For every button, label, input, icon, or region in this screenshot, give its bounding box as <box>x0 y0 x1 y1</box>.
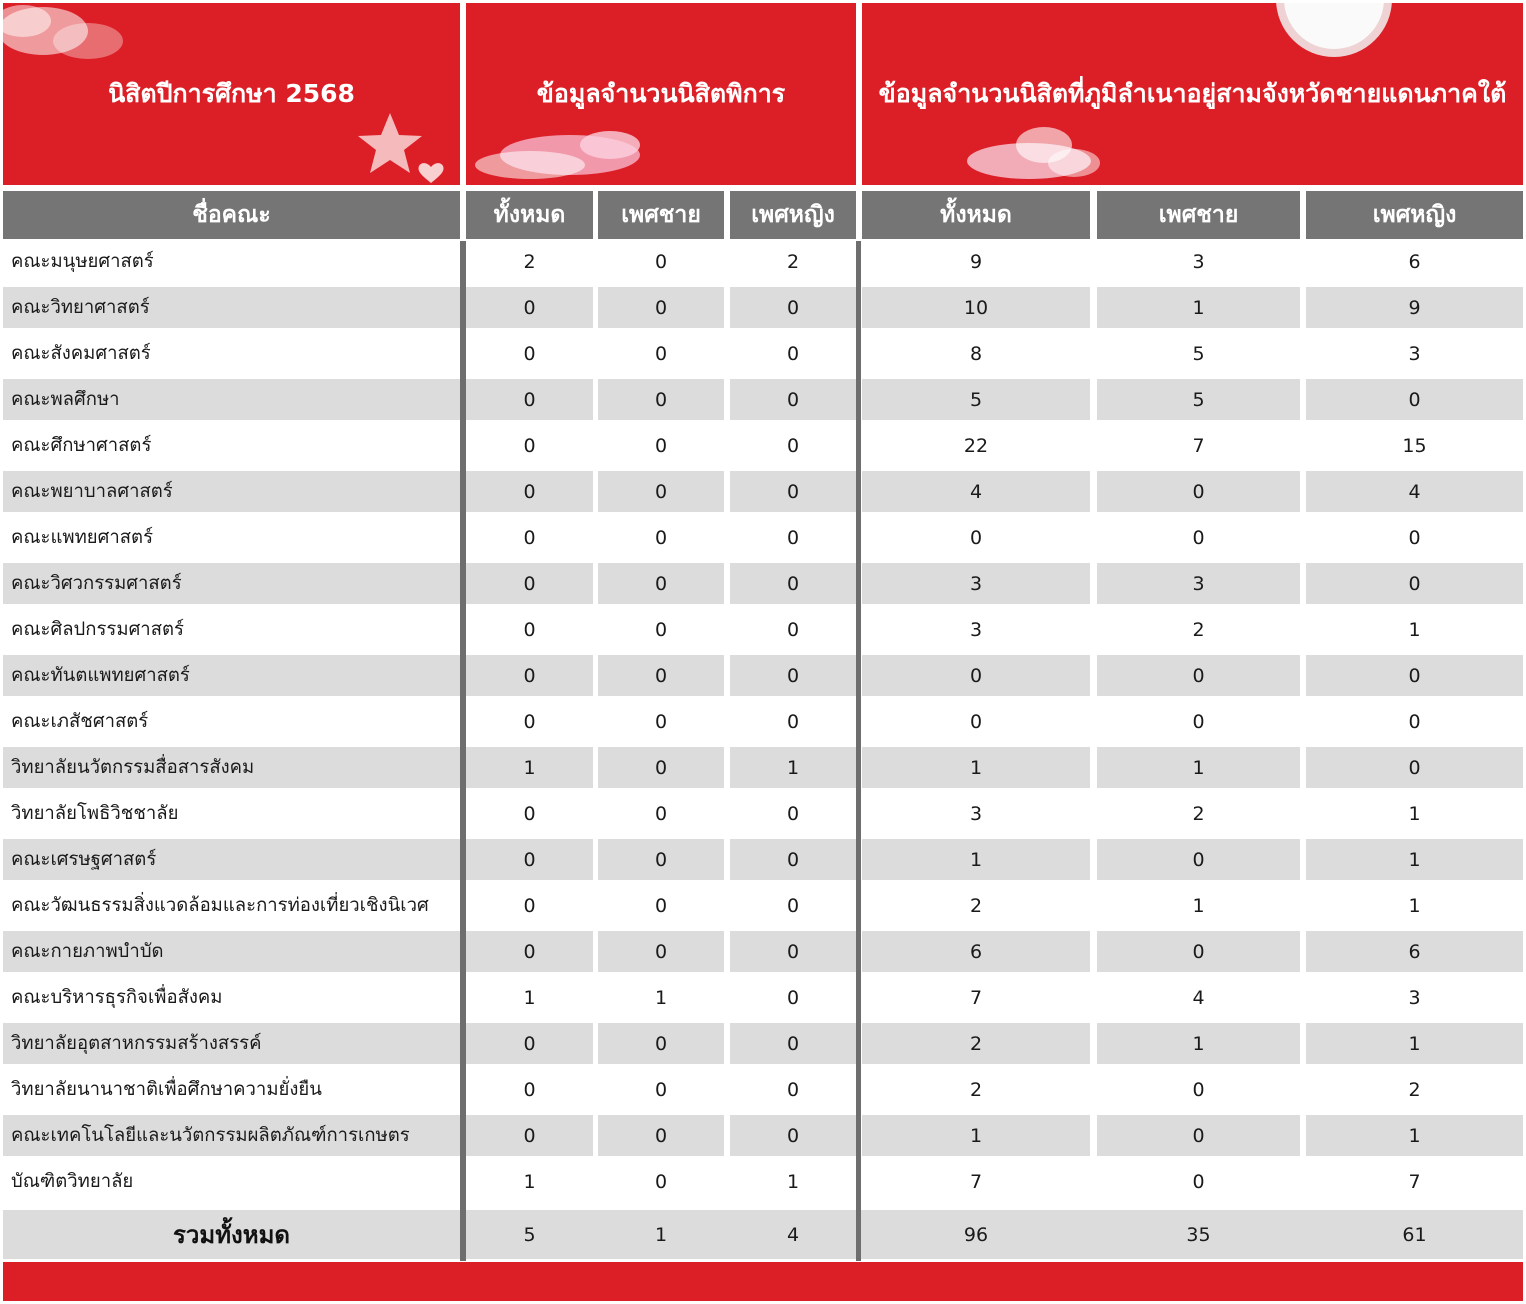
disabled-total-cell: 0 <box>523 342 536 365</box>
faculty-name: คณะศึกษาศาสตร์ <box>11 435 152 456</box>
disabled-male-cell: 0 <box>654 342 668 365</box>
disabled-total-cell: 0 <box>466 563 593 604</box>
header-southern <box>862 3 1523 185</box>
faculty-name: คณะเภสัชศาสตร์ <box>11 711 149 732</box>
totals-southern-total: 96 <box>963 1223 989 1246</box>
southern-male-cell: 2 <box>1192 802 1205 825</box>
southern-female-cell: 0 <box>1408 710 1421 733</box>
faculty-name: คณะศิลปกรรมศาสตร์ <box>11 619 184 640</box>
southern-male-cell: 1 <box>1097 747 1300 788</box>
southern-total-cell: 6 <box>862 931 1090 972</box>
header-year <box>3 3 460 185</box>
disabled-male-cell: 0 <box>598 379 724 420</box>
southern-total-cell: 22 <box>963 434 989 457</box>
faculty-name: คณะวิทยาศาสตร์ <box>3 287 460 328</box>
disabled-total-cell: 0 <box>523 434 536 457</box>
southern-female-cell: 1 <box>1408 802 1421 825</box>
disabled-female-cell: 0 <box>786 1078 800 1101</box>
col-faculty-header: ชื่อคณะ <box>3 191 460 239</box>
southern-female-cell: 1 <box>1306 1115 1523 1156</box>
southern-female-cell: 1 <box>1408 894 1421 917</box>
disabled-male-cell: 0 <box>654 1078 668 1101</box>
disabled-total-cell: 0 <box>466 471 593 512</box>
disabled-female-cell: 0 <box>786 526 800 549</box>
southern-female-cell: 4 <box>1306 471 1523 512</box>
totals-label: รวมทั้งหมด <box>173 1221 290 1249</box>
southern-male-cell: 1 <box>1097 287 1300 328</box>
cloud-icon <box>3 3 133 73</box>
disabled-female-cell: 0 <box>786 986 800 1009</box>
southern-total-cell: 1 <box>862 1115 1090 1156</box>
disabled-male-cell: 0 <box>598 1115 724 1156</box>
faculty-name: คณะมนุษยศาสตร์ <box>11 251 154 272</box>
disabled-total-cell: 0 <box>466 839 593 880</box>
faculty-name: บัณฑิตวิทยาลัย <box>11 1171 134 1192</box>
southern-female-cell: 1 <box>1306 1023 1523 1064</box>
disabled-total-cell: 1 <box>523 1170 536 1193</box>
southern-total-cell: 1 <box>862 839 1090 880</box>
disabled-female-cell: 0 <box>730 287 856 328</box>
faculty-name: คณะวัฒนธรรมสิ่งแวดล้อมและการท่องเที่ยวเชิงนิเวศ <box>11 895 429 916</box>
disabled-female-cell: 0 <box>786 710 800 733</box>
disabled-total-cell: 0 <box>523 1078 536 1101</box>
disabled-female-cell: 0 <box>730 1023 856 1064</box>
southern-female-cell: 9 <box>1306 287 1523 328</box>
disabled-female-cell: 0 <box>730 563 856 604</box>
disabled-total-cell: 0 <box>523 894 536 917</box>
disabled-total-cell: 0 <box>466 655 593 696</box>
southern-male-cell: 0 <box>1192 710 1205 733</box>
southern-total-cell: 3 <box>969 618 983 641</box>
col-southern-male-header: เพศชาย <box>1097 191 1300 239</box>
disabled-total-cell: 0 <box>466 287 593 328</box>
disabled-male-cell: 0 <box>654 526 668 549</box>
southern-male-cell: 7 <box>1192 434 1205 457</box>
southern-total-cell: 2 <box>969 1078 983 1101</box>
southern-male-cell: 0 <box>1192 1078 1205 1101</box>
faculty-name: วิทยาลัยโพธิวิชชาลัย <box>11 803 179 824</box>
southern-female-cell: 3 <box>1408 342 1421 365</box>
disabled-male-cell: 0 <box>598 471 724 512</box>
disabled-total-cell: 0 <box>523 710 536 733</box>
southern-total-cell: 9 <box>969 250 983 273</box>
disabled-male-cell: 0 <box>598 287 724 328</box>
totals-southern-male: 35 <box>1186 1223 1211 1246</box>
col-disabled-female-header: เพศหญิง <box>730 191 856 239</box>
totals-disabled-male: 1 <box>654 1223 668 1246</box>
southern-total-cell: 10 <box>862 287 1090 328</box>
southern-female-cell: 1 <box>1408 618 1421 641</box>
southern-female-cell: 0 <box>1306 747 1523 788</box>
disabled-female-cell: 2 <box>786 250 800 273</box>
disabled-male-cell: 0 <box>598 1023 724 1064</box>
southern-female-cell: 3 <box>1408 986 1421 1009</box>
southern-male-cell: 2 <box>1192 618 1205 641</box>
disabled-total-cell: 1 <box>466 747 593 788</box>
disabled-male-cell: 0 <box>598 839 724 880</box>
disabled-male-cell: 0 <box>654 802 668 825</box>
southern-total-cell: 3 <box>969 802 983 825</box>
disabled-total-cell: 2 <box>523 250 536 273</box>
southern-male-cell: 4 <box>1192 986 1205 1009</box>
southern-female-cell: 15 <box>1402 434 1427 457</box>
southern-total-cell: 4 <box>862 471 1090 512</box>
southern-total-cell: 2 <box>862 1023 1090 1064</box>
southern-total-cell: 1 <box>862 747 1090 788</box>
southern-male-cell: 0 <box>1097 471 1300 512</box>
southern-female-cell: 0 <box>1306 655 1523 696</box>
header-southern-title: ข้อมูลจำนวนนิสิตที่ภูมิลำเนาอยู่สามจังหวัดชายแดนภาคใต้ <box>878 79 1507 108</box>
disabled-male-cell: 0 <box>598 747 724 788</box>
faculty-name: คณะเศรษฐศาสตร์ <box>3 839 460 880</box>
section-divider <box>460 241 466 1261</box>
cloud-icon <box>470 121 645 185</box>
southern-female-cell: 6 <box>1306 931 1523 972</box>
disabled-male-cell: 0 <box>654 434 668 457</box>
faculty-name: คณะแพทยศาสตร์ <box>11 527 154 548</box>
southern-total-cell: 3 <box>862 563 1090 604</box>
southern-male-cell: 1 <box>1097 1023 1300 1064</box>
southern-male-cell: 3 <box>1192 250 1205 273</box>
southern-female-cell: 1 <box>1306 839 1523 880</box>
faculty-name: คณะพลศึกษา <box>3 379 460 420</box>
disabled-female-cell: 1 <box>730 747 856 788</box>
disabled-total-cell: 0 <box>466 1115 593 1156</box>
col-southern-total-header: ทั้งหมด <box>862 191 1090 239</box>
southern-total-cell: 0 <box>969 526 983 549</box>
totals-disabled-total: 5 <box>523 1223 536 1246</box>
southern-male-cell: 0 <box>1192 1170 1205 1193</box>
southern-male-cell: 0 <box>1097 931 1300 972</box>
disabled-total-cell: 0 <box>466 379 593 420</box>
southern-female-cell: 0 <box>1306 563 1523 604</box>
southern-female-cell: 6 <box>1408 250 1421 273</box>
southern-total-cell: 0 <box>969 710 983 733</box>
southern-total-cell: 7 <box>969 1170 983 1193</box>
col-disabled-male-header: เพศชาย <box>598 191 724 239</box>
disabled-male-cell: 0 <box>598 563 724 604</box>
faculty-name: คณะสังคมศาสตร์ <box>11 343 151 364</box>
disabled-total-cell: 1 <box>523 986 536 1009</box>
totals-southern-female: 61 <box>1402 1223 1427 1246</box>
southern-male-cell: 0 <box>1192 526 1205 549</box>
header-year-title: นิสิตปีการศึกษา 2568 <box>108 79 355 108</box>
heart-icon <box>415 161 447 185</box>
disabled-female-cell: 0 <box>786 894 800 917</box>
header-disabled <box>466 3 856 185</box>
southern-female-cell: 7 <box>1408 1170 1421 1193</box>
disabled-female-cell: 0 <box>730 931 856 972</box>
faculty-name: คณะพยาบาลศาสตร์ <box>3 471 460 512</box>
disabled-male-cell: 0 <box>654 1170 668 1193</box>
moon-icon <box>1274 3 1394 59</box>
southern-total-cell: 5 <box>862 379 1090 420</box>
col-southern-female-header: เพศหญิง <box>1306 191 1523 239</box>
faculty-name: คณะกายภาพบำบัด <box>3 931 460 972</box>
southern-male-cell: 3 <box>1097 563 1300 604</box>
disabled-female-cell: 0 <box>730 471 856 512</box>
southern-total-cell: 8 <box>969 342 983 365</box>
disabled-male-cell: 0 <box>654 894 668 917</box>
southern-male-cell: 1 <box>1192 894 1205 917</box>
southern-male-cell: 5 <box>1097 379 1300 420</box>
southern-male-cell: 0 <box>1097 839 1300 880</box>
southern-total-cell: 0 <box>862 655 1090 696</box>
southern-male-cell: 0 <box>1097 655 1300 696</box>
faculty-name: คณะเทคโนโลยีและนวัตกรรมผลิตภัณฑ์การเกษตร <box>3 1115 460 1156</box>
disabled-female-cell: 0 <box>730 1115 856 1156</box>
faculty-name: วิทยาลัยนวัตกรรมสื่อสารสังคม <box>3 747 460 788</box>
faculty-name: วิทยาลัยนานาชาติเพื่อศึกษาความยั่งยืน <box>11 1079 322 1100</box>
disabled-male-cell: 0 <box>598 655 724 696</box>
southern-total-cell: 7 <box>969 986 983 1009</box>
totals-disabled-female: 4 <box>786 1223 800 1246</box>
cloud-icon <box>954 123 1104 183</box>
disabled-female-cell: 0 <box>730 839 856 880</box>
southern-female-cell: 0 <box>1408 526 1421 549</box>
disabled-male-cell: 0 <box>654 250 668 273</box>
disabled-total-cell: 0 <box>523 526 536 549</box>
disabled-female-cell: 1 <box>786 1170 800 1193</box>
southern-female-cell: 2 <box>1408 1078 1421 1101</box>
disabled-total-cell: 0 <box>523 802 536 825</box>
faculty-name: คณะวิศวกรรมศาสตร์ <box>3 563 460 604</box>
disabled-female-cell: 0 <box>786 618 800 641</box>
southern-male-cell: 5 <box>1192 342 1205 365</box>
faculty-name: คณะบริหารธุรกิจเพื่อสังคม <box>11 987 223 1008</box>
disabled-male-cell: 0 <box>598 931 724 972</box>
disabled-female-cell: 0 <box>786 802 800 825</box>
disabled-female-cell: 0 <box>786 342 800 365</box>
disabled-male-cell: 0 <box>654 710 668 733</box>
disabled-male-cell: 1 <box>654 986 668 1009</box>
disabled-female-cell: 0 <box>786 434 800 457</box>
disabled-male-cell: 0 <box>654 618 668 641</box>
disabled-total-cell: 0 <box>466 931 593 972</box>
disabled-female-cell: 0 <box>730 655 856 696</box>
col-disabled-total-header: ทั้งหมด <box>466 191 593 239</box>
section-divider <box>856 241 861 1261</box>
header-disabled-title: ข้อมูลจำนวนนิสิตพิการ <box>536 79 786 108</box>
disabled-total-cell: 0 <box>466 1023 593 1064</box>
faculty-name: วิทยาลัยอุตสาหกรรมสร้างสรรค์ <box>3 1023 460 1064</box>
southern-female-cell: 0 <box>1306 379 1523 420</box>
disabled-female-cell: 0 <box>730 379 856 420</box>
southern-total-cell: 2 <box>969 894 983 917</box>
southern-male-cell: 0 <box>1097 1115 1300 1156</box>
footer-band <box>3 1262 1523 1301</box>
disabled-total-cell: 0 <box>523 618 536 641</box>
faculty-name: คณะทันตแพทยศาสตร์ <box>3 655 460 696</box>
